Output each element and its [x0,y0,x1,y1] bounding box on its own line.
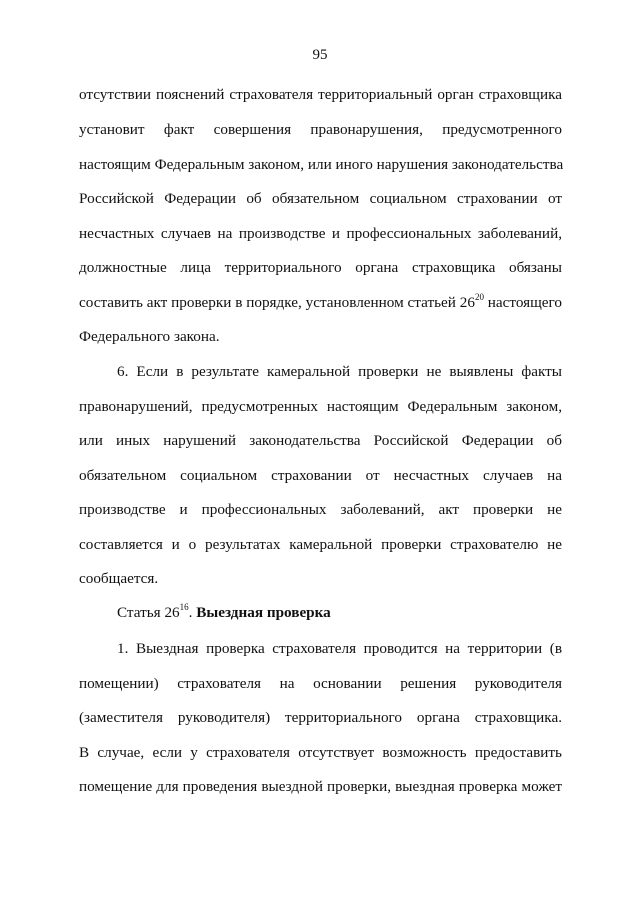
superscript: 16 [179,601,189,612]
text-line: отсутствии пояснений страхователя территориальный орган страховщика [79,86,562,103]
text-line: установит факт совершения правонарушения, предусмотренного [79,121,562,138]
text-line: несчастных случаев на производстве и профессиональных заболеваний, [79,225,562,242]
page-number: 95 [312,47,328,63]
text-line: помещение для проведения выездной проверки, выездная проверка может [79,778,562,795]
text-line: Российской Федерации об обязательном социальном страховании от [79,190,562,207]
text-line: производстве и профессиональных заболеваний, акт проверки не [79,501,562,518]
text-line: Федерального закона. [79,328,220,345]
paragraph-first-line: 1. Выездная проверка страхователя проводится на территории (в [117,640,562,657]
paragraph-first-line: 6. Если в результате камеральной проверки не выявлены факты [117,363,562,380]
text-line: сообщается. [79,570,159,587]
text-run: Статья 26 [117,604,180,621]
text-line: должностные лица территориального органа страховщика обязаны [79,259,562,276]
text-line: составляется и о результатах камеральной проверки страхователю не [79,536,562,553]
text-line: помещении) страхователя на основании решения руководителя [79,675,562,692]
text-run: настоящего [483,294,562,311]
text-line-with-superscript [79,291,562,312]
text-line: (заместителя руководителя) территориального органа страховщика. [79,709,562,726]
article-heading [117,601,562,622]
text-line: или иных нарушений законодательства Российской Федерации об [79,432,562,449]
article-title: Выездная проверка [196,604,331,621]
text-line: обязательном социальном страховании от несчастных случаев на [79,467,562,484]
text-run: составить акт проверки в порядке, установленном статьей 26 [79,294,475,311]
superscript: 20 [474,291,484,302]
text-line: В случае, если у страхователя отсутствует возможность предоставить [79,744,562,761]
text-line: настоящим Федеральным законом, или иного нарушения законодательства [79,156,564,173]
text-line: правонарушений, предусмотренных настоящим Федеральным законом, [79,398,562,415]
text-run: . [188,604,197,621]
